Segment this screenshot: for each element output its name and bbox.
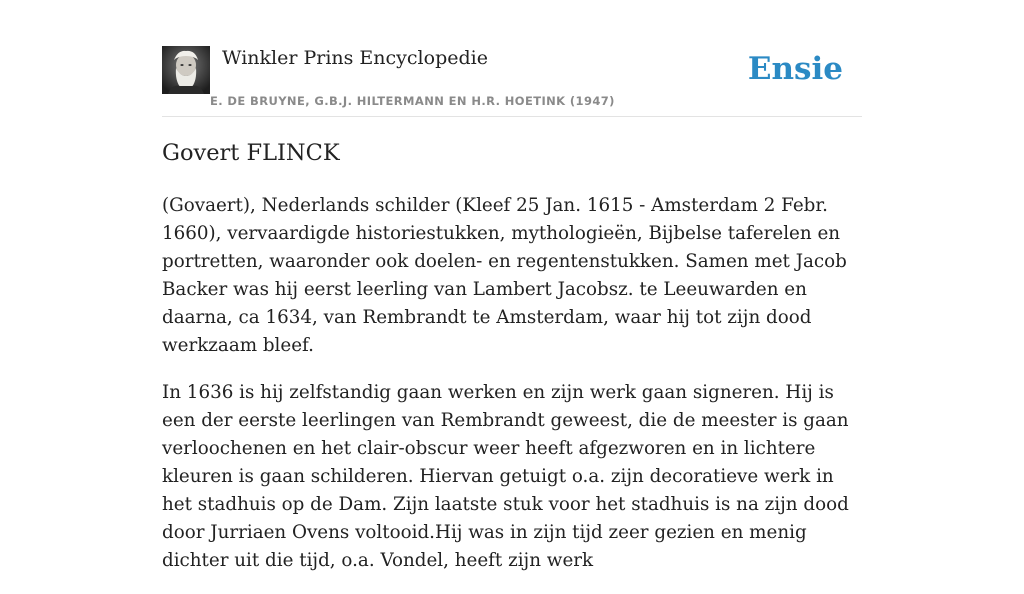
entry-paragraph: (Govaert), Nederlands schilder (Kleef 25 Jan. 1615 - Amsterdam 2 Febr. 1660), vervaardigde historiestukken, mythologieën, Bijbelse taferelen en portretten, waaronder ook doelen- en regentenstukken. Samen met Jacob Backer was hij eerst leerling van Lambert Jacobsz. te Leeuwarden en daarna, ca 1634, van Rembrandt te Amsterdam, waar hij tot zijn dood werkzaam bleef.	[162, 195, 847, 356]
author-avatar	[162, 46, 210, 94]
entry-paragraph: In 1636 is hij zelfstandig gaan werken en zijn werk gaan signeren. Hij is een der eerste leerlingen van Rembrandt geweest, die de meester is gaan verloochenen en het clair-obscur weer heeft afgezworen en in lichtere kleuren is gaan schilderen. Hiervan getuigt o.a. zijn decoratieve werk in het stadhuis op de Dam. Zijn laatste stuk voor het stadhuis is na zijn dood door Jurriaen Ovens voltooid.Hij was in zijn tijd zeer gezien en menig dichter uit die tijd, o.a. Vondel, heeft zijn werk	[162, 382, 849, 571]
book-authors: E. DE BRUYNE, G.B.J. HILTERMANN EN H.R. HOETINK (1947)	[210, 94, 615, 108]
entry-body	[162, 192, 864, 594]
author-portrait-icon	[162, 46, 210, 94]
book-title[interactable]: Winkler Prins Encyclopedie	[222, 47, 488, 69]
book-header	[162, 46, 862, 117]
entry-title: Govert FLINCK	[162, 140, 340, 166]
ensie-logo[interactable]: Ensie	[747, 51, 843, 87]
